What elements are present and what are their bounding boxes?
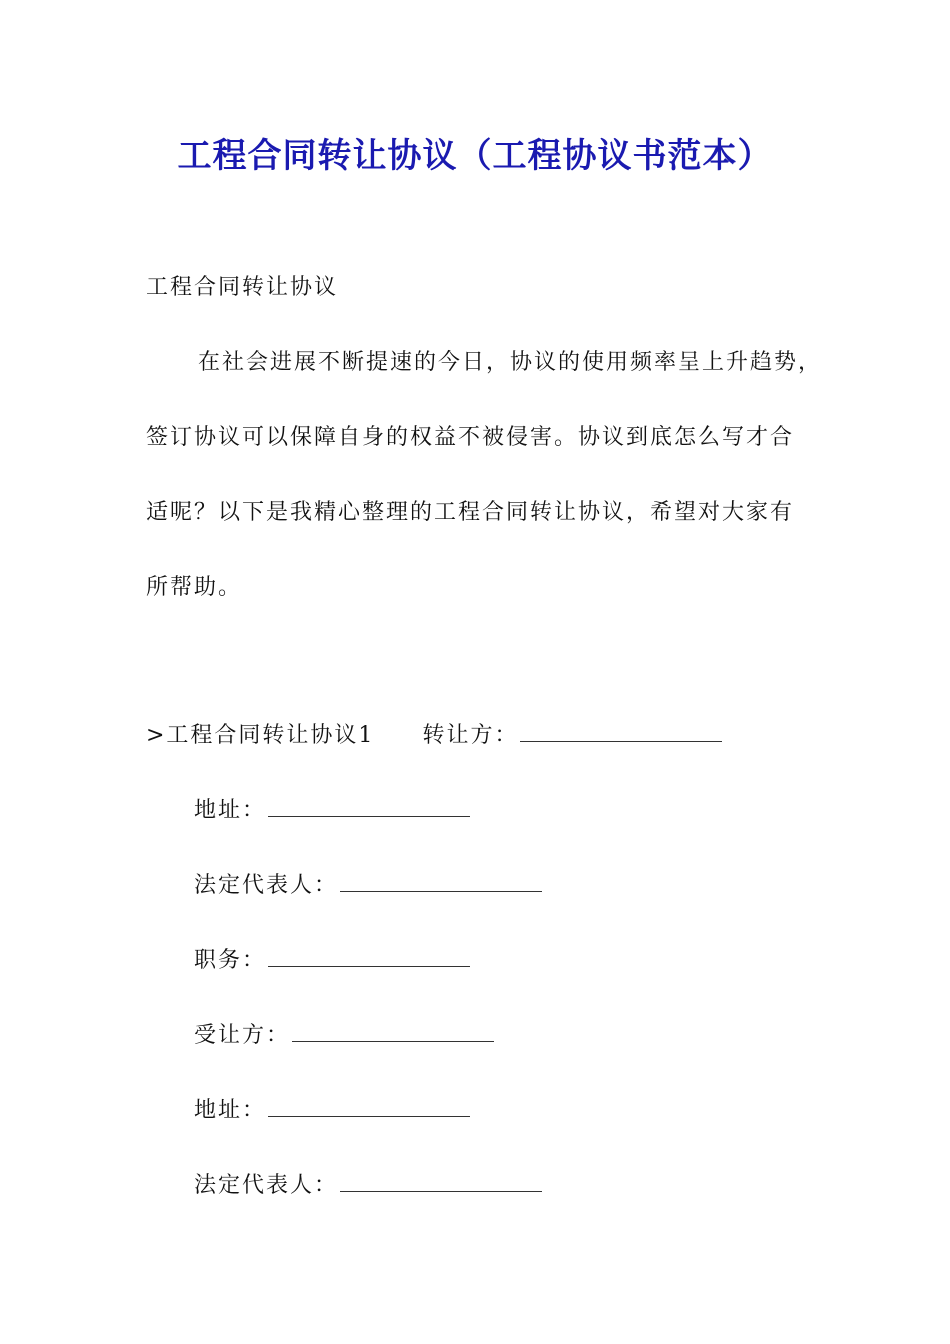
field-blank xyxy=(268,948,470,967)
field-address-2 xyxy=(194,1093,470,1124)
document-title: 工程合同转让协议（工程协议书范本） xyxy=(177,136,773,176)
field-blank xyxy=(268,798,470,817)
intro-line-1: 在社会进展不断提速的今日，协议的使用频率呈上升趋势， xyxy=(198,350,823,375)
field-label: 受让方： xyxy=(194,1023,291,1048)
field-blank xyxy=(340,873,542,892)
agreement-heading-row xyxy=(146,718,722,749)
field-position xyxy=(194,943,470,974)
transferor-blank xyxy=(520,723,722,742)
intro-line-2: 签订协议可以保障自身的权益不被侵害。协议到底怎么写才合 xyxy=(146,425,795,450)
field-address-1 xyxy=(194,793,470,824)
field-blank xyxy=(292,1023,494,1042)
agreement-heading: >工程合同转让协议1 xyxy=(146,723,375,748)
field-label: 法定代表人： xyxy=(194,873,339,898)
field-legal-rep-1 xyxy=(194,868,542,899)
field-label: 法定代表人： xyxy=(194,1173,339,1198)
intro-line-3: 适呢？以下是我精心整理的工程合同转让协议，希望对大家有 xyxy=(146,500,795,525)
transferor-label: 转让方： xyxy=(422,723,519,748)
field-transferee xyxy=(194,1018,494,1049)
field-legal-rep-2 xyxy=(194,1168,542,1199)
section-subtitle: 工程合同转让协议 xyxy=(146,275,339,300)
field-blank xyxy=(268,1098,470,1117)
intro-line-4: 所帮助。 xyxy=(146,575,243,600)
field-label: 地址： xyxy=(194,798,267,823)
field-label: 地址： xyxy=(194,1098,267,1123)
field-label: 职务： xyxy=(194,948,267,973)
field-blank xyxy=(340,1173,542,1192)
